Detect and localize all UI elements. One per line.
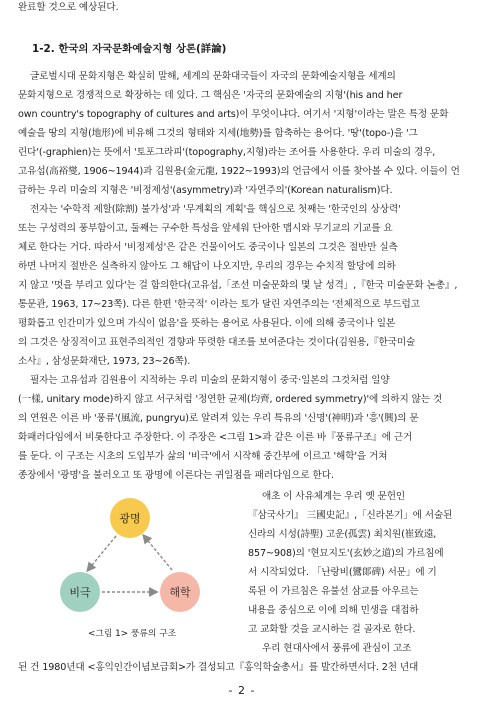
body-text-line: 857~908)의 '현묘지도'(玄妙之道)의 가르침에: [248, 548, 444, 559]
body-text-line: 평화롭고 인간미가 있으며 가식이 없음'을 뜻하는 용어로 사용된다. 이에 의해 중국이나 일본: [18, 318, 396, 329]
body-text-line: (一樣, unitary mode)하지 않고 서구처럼 '정연한 균제(均齊, ordered symmetry)'에 의하지 않는 것: [18, 394, 443, 405]
body-text-line: 통문관, 1963, 17~23쪽). 다른 한편 '한국적' 이라는 토가 달린 자연주의는 '전체적으로 부드럽고: [18, 299, 420, 310]
section-heading: 1-2. 한국의 자국문화예술지형 상론(詳論): [32, 43, 227, 55]
body-text-line: 또는 구성력의 풍부함이고, 둘째는 구수한 특성을 앞세워 단아한 맵시와 무기교의 기교를 요: [18, 223, 393, 234]
page-number: - 2 -: [228, 684, 256, 697]
body-text-line: 서 시작되었다. 「난랑비(鸞郞碑) 서문」에 기: [248, 567, 437, 578]
arrow-top-to-left: [88, 536, 116, 570]
pungryu-structure-diagram: [40, 486, 220, 636]
body-text-line: 린다'(-graphien)는 뜻에서 '토포그라피'(topography,지형)라는 조어를 사용한다. 우리 미술의 경우,: [18, 147, 436, 158]
body-text-line: 록된 이 가르침은 유불선 삼교를 아우르는: [248, 586, 419, 597]
body-text-line: 내용을 중심으로 이에 의해 민생을 대접하: [248, 605, 419, 616]
body-text-line: 애초 이 사유체계는 우리 옛 문헌인: [262, 491, 406, 502]
body-text-line: 의 그것은 상징적이고 표현주의적인 경향과 뚜렷한 대조를 보여준다는 것이다(김원용,『한국미술: [18, 337, 416, 348]
body-text-line: 의 연원은 이른 바 '풍류'(風流, pungryu)로 알려져 있는 우리 특유의 '신명'(神明)과 '흥'(興)의 문: [18, 413, 419, 424]
body-text-line: 급하는 우리 미술의 지형은 '비정제성'(asymmetry)과 '자연주의'(Korean naturalism)다.: [18, 185, 393, 196]
node-right-label: 해학: [169, 586, 191, 599]
arrow-right-to-top: [144, 536, 172, 570]
body-text-line: 화패러다임에서 비롯한다고 주장한다. 이 주장은 <그림 1>과 같은 이른 바『풍류구조』에 근거: [18, 432, 413, 443]
body-text-line: 신라의 시성(詩聖) 고운(孤雲) 최치원(崔致遠,: [248, 529, 437, 540]
body-text-line: 소사』, 삼성문화재단, 1973, 23~26쪽).: [18, 356, 191, 367]
node-top-label: 광명: [119, 512, 141, 525]
node-left-label: 비극: [69, 586, 91, 599]
body-text-line: 종장에서 '광명'을 불러오고 또 광명에 이른다는 귀일점을 패러다임으로 한다.: [18, 470, 334, 481]
body-text-line: 고유섭(高裕燮, 1906~1944)과 김원용(金元龍, 1922~1993)의 언급에서 이를 찾아볼 수 있다. 이들이 언: [18, 166, 460, 177]
body-text-line: 하면 나머지 절반은 실측하지 않아도 그 해답이 나오지만, 우리의 경우는 수치적 할당에 의하: [18, 261, 396, 272]
body-text-line: 글로벌시대 문화지형은 확실히 말해, 세계의 문화대국들이 자국의 문화예술지형을 세계의: [30, 71, 396, 82]
body-text-line: 고 교화할 것을 교시하는 걸 골자로 한다.: [248, 624, 416, 635]
body-text-line: 전자는 '수학적 제할(除割) 불가성'과 '무계획의 계획'을 핵심으로 첫째는 '한국인의 상상력': [30, 204, 401, 215]
body-text-line: 필자는 고유섭과 김원용이 지적하는 우리 미술의 문화지형이 중국·일본의 그것처럼 일양: [30, 375, 390, 386]
body-text-line: 를 둔다. 이 구조는 시초의 도입부가 삶의 '비극'에서 시작해 중간부에 이르고 '해학'을 거쳐: [18, 451, 388, 462]
body-text-line: 체로 한다는 거다. 따라서 '비정제성'은 같은 건물이어도 중국이나 일본의 그것은 절반만 실측: [18, 242, 398, 253]
body-text-line: 지 않고 '멋을 부리고 있다'는 걸 함의한다(고유섭,「조선 미술문화의 몇 날 성격」,『한국 미술문화 논총』,: [18, 280, 458, 291]
intro-text-line: 완료할 것으로 예상된다.: [18, 2, 119, 13]
figure-caption: <그림 1> 풍류의 구조: [88, 629, 177, 639]
body-text-line: 예술을 땅의 지형(地形)에 비유해 그것의 형태와 지세(地勢)를 함축하는 용어다. '땅'(topo-)을 '그: [18, 128, 418, 139]
body-text-line: 된 건 1980년대 <홍익인간이념보급회>가 결성되고『홍익학술총서』를 발간하면서다. 2천 년대: [18, 662, 419, 673]
body-text-line: 우리 현대사에서 풍류에 관심이 고조: [262, 643, 412, 654]
body-text-line: 『삼국사기』 三國史記』,「신라본기」에 서술된: [248, 510, 453, 521]
body-text-line: 문화지형으로 경쟁적으로 확장하는 데 있다. 그 핵심은 '자국의 문화예술의 지형'(his and her: [18, 90, 403, 101]
body-text-line: own country's topography of cultures and arts)이 무엇이냐다. 여기서 '지형'이라는 말은 특정 문화: [18, 109, 449, 120]
